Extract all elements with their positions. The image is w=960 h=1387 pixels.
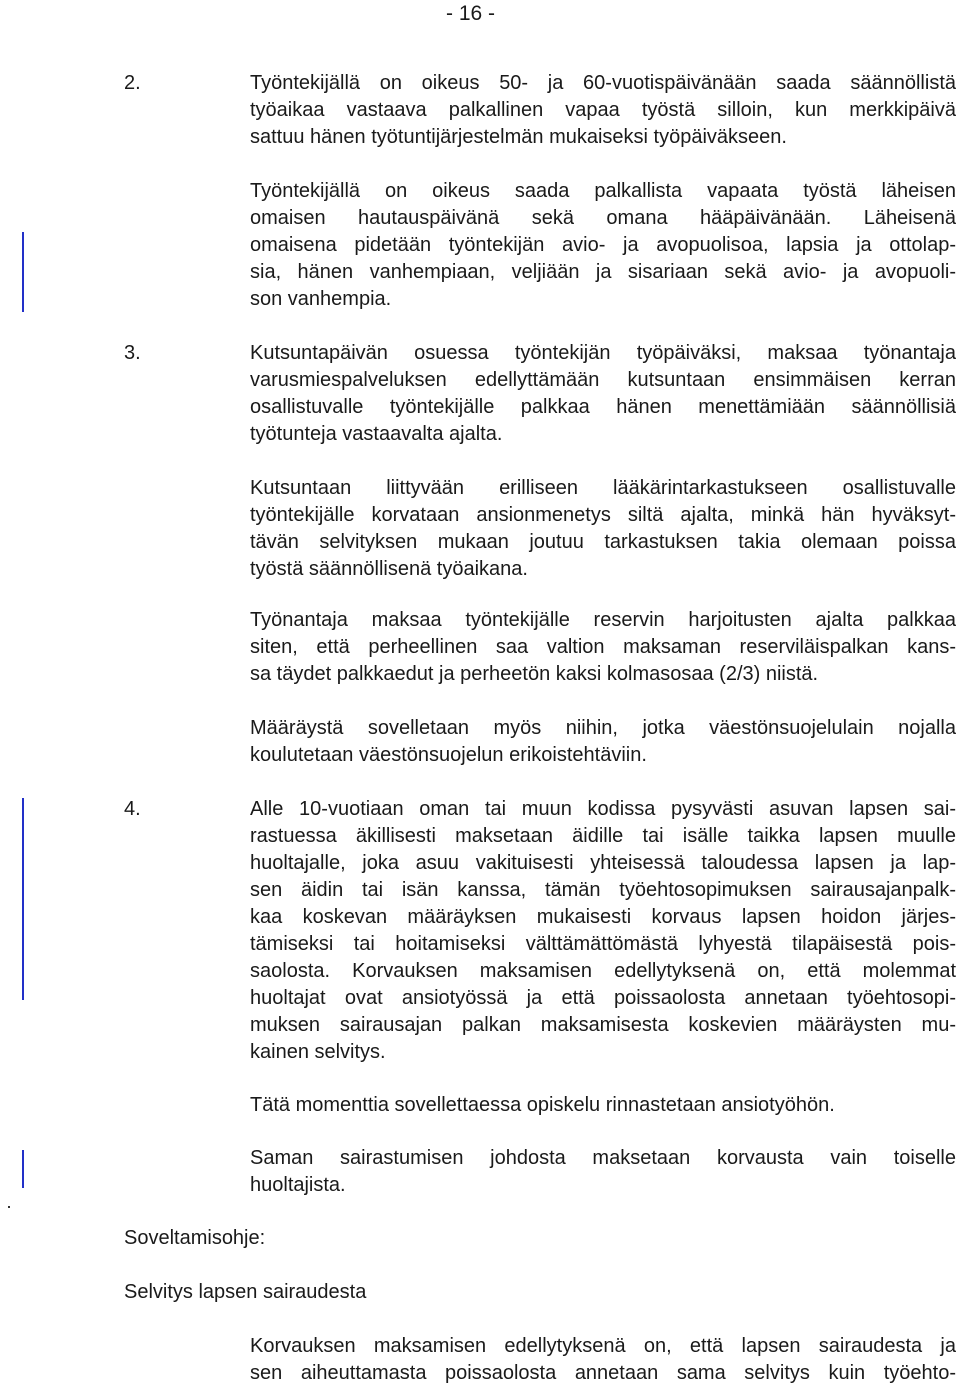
text-line: Alle 10-vuotiaan oman tai muun kodissa pysyvästi asuvan lapsen sai- xyxy=(250,798,956,820)
text-line: muksen sairausajan palkan maksamisesta koskevien määräysten mu- xyxy=(250,1014,956,1036)
text-line: Korvauksen maksamisen edellytyksenä on, että lapsen sairaudesta ja xyxy=(250,1335,956,1357)
text-line: omaisen hautauspäivänä sekä omana hääpäivänään. Läheisenä xyxy=(250,207,956,229)
text-line: sattuu hänen työtuntijärjestelmän mukaiseksi työpäiväkseen. xyxy=(250,126,787,148)
text-line: sen äidin tai isän kanssa, tämän työehtosopimuksen sairausajanpalk- xyxy=(250,879,956,901)
text-line: Saman sairastumisen johdosta maksetaan korvausta vain toiselle xyxy=(250,1147,956,1169)
change-bar xyxy=(22,798,24,1000)
paragraph xyxy=(250,796,956,1066)
text-line: kainen selvitys. xyxy=(250,1041,386,1063)
paragraph xyxy=(250,70,956,151)
text-line: siten, että perheellinen saa valtion maksaman reserviläispalkan kans- xyxy=(250,636,956,658)
text-line: rastuessa äkillisesti maksetaan äidille tai isälle taikka lapsen muulle xyxy=(250,825,956,847)
text-line: Kutsuntapäivän osuessa työntekijän työpäiväksi, maksaa työnantaja xyxy=(250,342,956,364)
text-line: koulutetaan väestönsuojelun erikoistehtäviin. xyxy=(250,744,647,766)
text-line: sen aiheuttamasta poissaolosta annetaan sama selvitys kuin työehto- xyxy=(250,1362,956,1384)
section-number-2: 2. xyxy=(124,72,141,94)
text-line: varusmiespalveluksen edellyttämään kutsuntaan ensimmäisen kerran xyxy=(250,369,956,391)
text-line: Työntekijällä on oikeus saada palkallista vapaata työstä läheisen xyxy=(250,180,956,202)
paragraph xyxy=(250,1145,956,1199)
guidance-subheading: Selvitys lapsen sairaudesta xyxy=(124,1281,367,1303)
text-line: sia, hänen vanhempiaan, veljiään ja sisariaan sekä avio- ja avopuoli- xyxy=(250,261,956,283)
text-line: sa täydet palkkaedut ja perheetön kaksi kolmasosaa (2/3) niistä. xyxy=(250,663,819,685)
text-line: huoltajat ovat ansiotyössä ja että poissaolosta annetaan työehtosopi- xyxy=(250,987,956,1009)
change-bar xyxy=(22,232,24,312)
text-line: kaa koskevan määräyksen mukaisesti korvaus lapsen hoidon järjes- xyxy=(250,906,956,928)
text-line: Määräystä sovelletaan myös niihin, jotka väestönsuojelulain nojalla xyxy=(250,717,956,739)
paragraph xyxy=(250,1092,956,1119)
change-bar xyxy=(22,1150,24,1188)
paragraph xyxy=(250,178,956,313)
paragraph xyxy=(250,607,956,688)
text-line: tämiseksi tai hoitamiseksi välttämättömästä lyhyestä tilapäisestä pois- xyxy=(250,933,956,955)
text-line: työaikaa vastaava palkallinen vapaa työstä silloin, kun merkkipäivä xyxy=(250,99,956,121)
section-number-3: 3. xyxy=(124,342,141,364)
text-line: Kutsuntaan liittyvään erilliseen lääkärintarkastukseen osallistuvalle xyxy=(250,477,956,499)
guidance-heading: Soveltamisohje: xyxy=(124,1227,266,1249)
text-line: omaisena pidetään työntekijän avio- ja avopuolisoa, lapsia ja ottolap- xyxy=(250,234,956,256)
section-number-4: 4. xyxy=(124,798,141,820)
text-line: son vanhempia. xyxy=(250,288,392,310)
text-line: työtunteja vastaavalta ajalta. xyxy=(250,423,503,445)
paragraph xyxy=(250,340,956,448)
text-line: Työntekijällä on oikeus 50- ja 60-vuotispäivänään saada säännöllistä xyxy=(250,72,956,94)
paragraph xyxy=(250,715,956,769)
text-line: työntekijälle korvataan ansionmenetys siltä ajalta, minkä hän hyväksyt- xyxy=(250,504,956,526)
text-line: osallistuvalle työntekijälle palkkaa hänen menettämiään säännöllisiä xyxy=(250,396,956,418)
margin-dot xyxy=(8,1206,10,1208)
text-line: Tätä momenttia sovellettaessa opiskelu rinnastetaan ansiotyöhön. xyxy=(250,1094,835,1116)
text-line: Työnantaja maksaa työntekijälle reservin harjoitusten ajalta palkkaa xyxy=(250,609,956,631)
paragraph xyxy=(250,475,956,583)
page-number: - 16 - xyxy=(446,2,496,25)
paragraph xyxy=(250,1333,956,1387)
text-line: saolosta. Korvauksen maksamisen edellytyksenä on, että molemmat xyxy=(250,960,956,982)
text-line: työstä säännöllisenä työaikana. xyxy=(250,558,528,580)
text-line: tävän selvityksen mukaan joutuu tarkastuksen takia olemaan poissa xyxy=(250,531,956,553)
text-line: huoltajalle, joka asuu vakituisesti yhteisessä taloudessa lapsen ja lap- xyxy=(250,852,956,874)
text-line: huoltajista. xyxy=(250,1174,346,1196)
